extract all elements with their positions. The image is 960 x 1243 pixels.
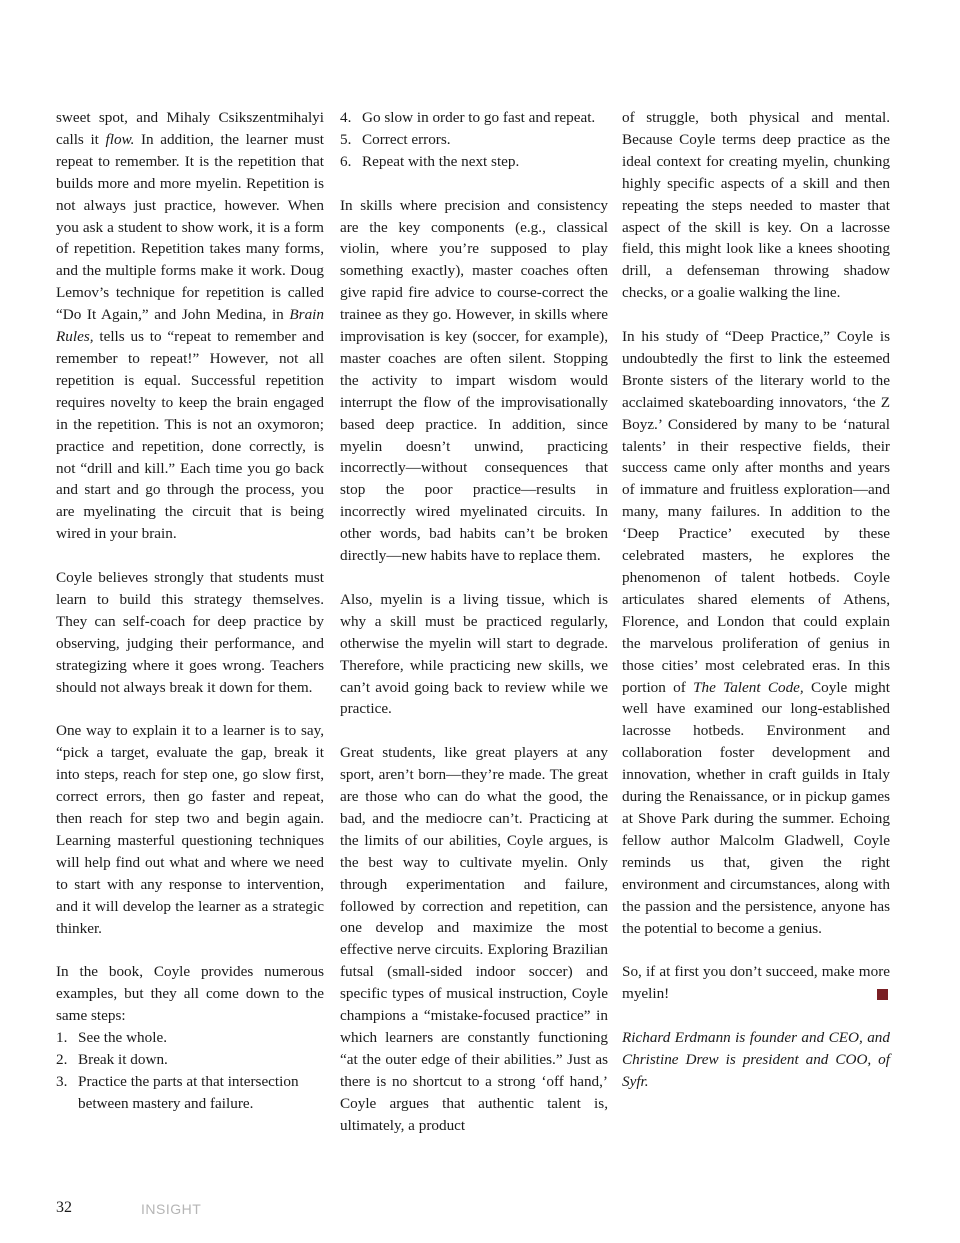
article-column-3 [622, 107, 890, 1115]
book-title: The Talent Code, [693, 678, 804, 696]
closing-paragraph: So, if at first you don’t succeed, make more myelin! [622, 963, 890, 1003]
list-item: 5. Correct errors. [340, 130, 451, 148]
article-column-1 [56, 107, 324, 1115]
emphasis-flow: flow. [105, 130, 135, 148]
paragraph: of struggle, both physical and mental. Because Coyle terms deep practice as the ideal context for creating myelin, chunking highly specific aspects of a skill and then repeating the steps needed to master that aspect of the skill is key. On a lacrosse field, this might look like a knees shooting drill, a defenseman throwing shadow checks, or a goalie walking the line. [622, 109, 890, 302]
list-item: 2. Break it down. [56, 1050, 168, 1068]
page-number: 32 [56, 1199, 72, 1216]
list-item: 3. Practice the parts at that intersection between mastery and failure. [56, 1072, 299, 1112]
list-item: 6. Repeat with the next step. [340, 152, 520, 170]
author-byline: Richard Erdmann is founder and CEO, and Christine Drew is president and COO, of Syfr. [622, 1029, 890, 1090]
book-title: Brain Rules, [56, 306, 324, 346]
section-label: INSIGHT [141, 1201, 202, 1217]
paragraph: Great students, like great players at any sport, aren’t born—they’re made. The great are those who can do what the good, the bad, and the mediocre can’t. Practicing at the limits of our abilities, Coyle argues, is the best way to cultivate myelin. Only through experimentation and failure, followed by correction and repetition, can one develop and maximize the most effective nerve circuits. Exploring Brazilian futsal (small-sided indoor soccer) and specific types of musical instruction, Coyle champions a “mistake-focused practice” in which learners are constantly functioning “at the outer edge of their abilities.” Just as there is no shortcut to a strong ‘off hand,’ Coyle argues that authentic talent is, ultimately, a product [340, 744, 608, 1134]
paragraph: One way to explain it to a learner is to say, “pick a target, evaluate the gap, break it into steps, reach for step one, go slow first, correct errors, then go faster and repeat, then reach for step two and begin again. Learning masterful questioning techniques will help find out what and where we need to start with any response to intervention, and it will develop the learner as a strategic thinker. [56, 722, 324, 937]
list-item: 1. See the whole. [56, 1029, 167, 1047]
paragraph: Also, myelin is a living tissue, which is why a skill must be practiced regularly, otherwise the myelin will start to degrade. Therefore, while practicing new skills, we can’t avoid going back to review while we practice. [340, 590, 608, 718]
paragraph: In skills where precision and consistency are the key components (e.g., classical violin, where you’re supposed to play something exactly), master coaches often give rapid fire advice to course-correct the trainee as they go. However, in skills where improvisation is key (soccer, for example), master coaches are often silent. Stopping the activity to impart wisdom would interrupt the flow of the improvisationally based deep practice. In addition, since myelin doesn’t unwind, practicing incorrectly—without consequences that stop the poor practice—results in incorrectly wired myelinated circuits. In other words, bad habits can’t be broken directly—new habits have to replace them. [340, 196, 608, 565]
paragraph: In the book, Coyle provides numerous examples, but they all come down to the same steps: [56, 963, 324, 1025]
spacer [340, 173, 608, 195]
steps-list [340, 107, 608, 173]
paragraph: In his study of “Deep Practice,” Coyle is undoubtedly the first to link the esteemed Bronte sisters of the literary world to the acclaimed skateboarding innovators, ‘the Z Boyz.’ Considered by many to be ‘natural talents’ in their respective fields, their success came only after months and years of immature and fruitless exploration—and many, many failures. In addition to the ‘Deep Practice’ executed by these celebrated masters, he explores the phenomenon of talent hotbeds. Coyle articulates shared elements of Athens, Florence, and London that could explain the marvelous proliferation of genius in those cities’ most celebrated eras. In this portion of The Talent Code, Coyle might well have examined our long-established lacrosse hotbeds. Environment and collaboration foster development and innovation, whether in craft guilds in Italy during the Renaissance, or in pickup games at Shove Park during the summer. Echoing fellow author Malcolm Gladwell, Coyle reminds us that, given the right environment and circumstances, along with the passion and the persistence, anyone has the potential to become a genius. [622, 328, 890, 937]
end-of-article-square-icon [877, 989, 888, 1000]
list-item: 4. Go slow in order to go fast and repeat. [340, 109, 596, 126]
paragraph: Coyle believes strongly that students must learn to build this strategy themselves. They can self-coach for deep practice by observing, judging their performance, and strategizing where it goes wrong. Teachers should not always break it down for them. [56, 569, 324, 696]
article-column-2 [340, 107, 608, 1158]
paragraph: sweet spot, and Mihaly Csikszentmihalyi calls it flow. In addition, the learner must repeat to remember. It is the repetition that builds more and more myelin. Repetition is not always just practice, however. When you ask a student to show work, it is a form of repetition. Repetition takes many forms, and the multiple forms make it work. Doug Lemov’s technique for repetition is called “Do It Again,” and John Medina, in Brain Rules, tells us to “repeat to remember and remember to repeat!” However, not all repetition is equal. Successful repetition requires novelty to keep the brain engaged in the repetition. This is not an oxymoron; practice and repetition, done correctly, is not “drill and kill.” Each time you go back and start and go through the process, you are myelinating the circuit that is being wired in your brain. [56, 109, 324, 543]
steps-list [56, 1027, 324, 1115]
